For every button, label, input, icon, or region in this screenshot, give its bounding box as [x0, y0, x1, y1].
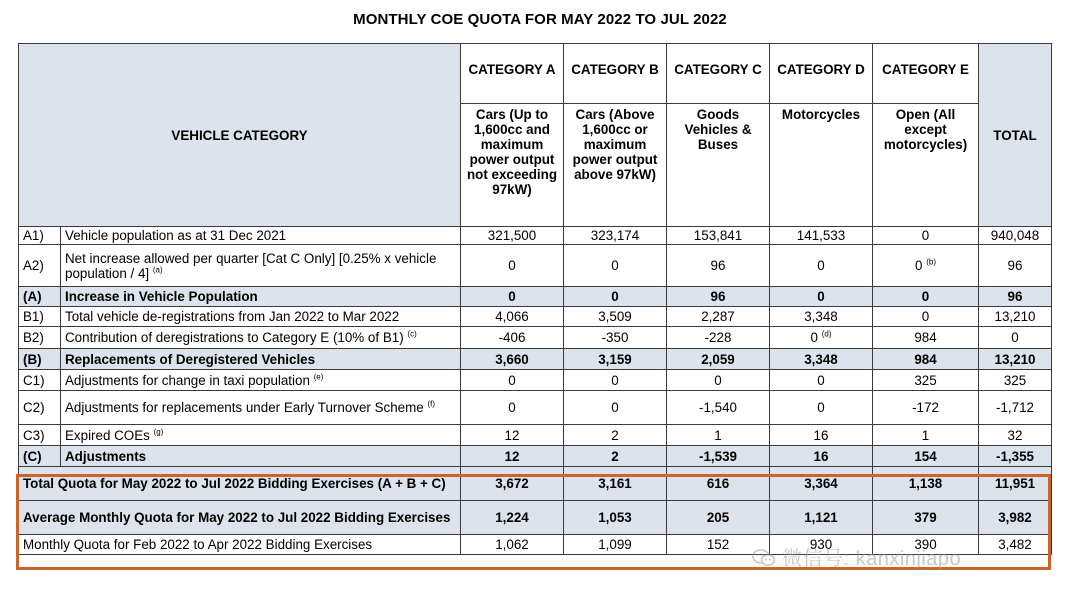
- cell-value: 3,348: [770, 307, 873, 327]
- cell-value: 3,482: [979, 535, 1052, 555]
- table-row: [19, 391, 1052, 425]
- row-label: Average Monthly Quota for May 2022 to Jul 2022 Bidding Exercises: [19, 501, 461, 535]
- category-b-desc: Cars (Above 1,600cc or maximum power output above 97kW): [564, 104, 667, 227]
- row-label: Vehicle population as at 31 Dec 2021: [61, 227, 461, 245]
- cell-value: 1,138: [873, 467, 979, 501]
- cell-value: 3,660: [461, 349, 564, 370]
- row-label: [61, 327, 461, 349]
- cell-value: 0: [770, 391, 873, 425]
- cell-value: 2: [564, 425, 667, 446]
- cell-value: 1: [667, 425, 770, 446]
- cell-value: 141,533: [770, 227, 873, 245]
- wechat-icon: [752, 549, 776, 567]
- cell-value: 0: [564, 391, 667, 425]
- cell-value: 940,048: [979, 227, 1052, 245]
- footnote-ref: (a): [152, 265, 163, 275]
- category-c-header: CATEGORY C: [667, 44, 770, 104]
- cell-value: 96: [667, 287, 770, 307]
- row-label: [61, 425, 461, 446]
- cell-value: 0: [461, 370, 564, 391]
- cell-value: 1,224: [461, 501, 564, 535]
- table-row: [19, 245, 1052, 287]
- row-code: C2): [19, 391, 61, 425]
- table-row-subtotal: [19, 287, 1052, 307]
- row-code: (A): [19, 287, 61, 307]
- cell-value: 930: [770, 535, 873, 555]
- cell-value: -350: [564, 327, 667, 349]
- table-row: [19, 307, 1052, 327]
- table-row: [19, 370, 1052, 391]
- row-label: [61, 245, 461, 287]
- cell-value: 11,951: [979, 467, 1052, 501]
- cell-value: 323,174: [564, 227, 667, 245]
- row-code: C1): [19, 370, 61, 391]
- cell-value: [770, 327, 873, 349]
- cell-value: -406: [461, 327, 564, 349]
- table-row-average-quota: [19, 501, 1052, 535]
- footnote-ref: (b): [926, 257, 936, 267]
- cell-value: 325: [873, 370, 979, 391]
- cell-value: 0: [564, 287, 667, 307]
- row-code: C3): [19, 425, 61, 446]
- cell-value: 0: [564, 370, 667, 391]
- cell-value: 1: [873, 425, 979, 446]
- row-label: Total Quota for May 2022 to Jul 2022 Bidding Exercises (A + B + C): [19, 467, 461, 501]
- cell-value: 3,159: [564, 349, 667, 370]
- footnote-ref: (g): [153, 427, 164, 437]
- cell-value: 0: [873, 287, 979, 307]
- row-label-text: Adjustments for replacements under Early Turnover Scheme: [65, 400, 424, 415]
- table-row: [19, 227, 1052, 245]
- category-c-desc: Goods Vehicles & Buses: [667, 104, 770, 227]
- row-code: A1): [19, 227, 61, 245]
- cell-value: 390: [873, 535, 979, 555]
- footnote-ref: (c): [407, 329, 417, 339]
- vehicle-category-header: VEHICLE CATEGORY: [19, 44, 461, 227]
- cell-value: 984: [873, 327, 979, 349]
- cell-value: 2,059: [667, 349, 770, 370]
- category-b-header: CATEGORY B: [564, 44, 667, 104]
- cell-value: 12: [461, 425, 564, 446]
- cell-value: 0: [770, 287, 873, 307]
- coe-quota-table: [18, 43, 1052, 555]
- cell-value: 325: [979, 370, 1052, 391]
- cell-value: 32: [979, 425, 1052, 446]
- cell-value: 2: [564, 446, 667, 467]
- cell-value: 4,066: [461, 307, 564, 327]
- row-code: (B): [19, 349, 61, 370]
- footnote-ref: (f): [427, 399, 436, 409]
- cell-value: 1,062: [461, 535, 564, 555]
- category-d-desc: Motorcycles: [770, 104, 873, 227]
- cell-value: 984: [873, 349, 979, 370]
- row-code: (C): [19, 446, 61, 467]
- cell-value: [873, 245, 979, 287]
- row-label: [61, 370, 461, 391]
- watermark-text: 微信号: kanxinjiapo: [782, 548, 962, 570]
- page-title: MONTHLY COE QUOTA FOR MAY 2022 TO JUL 2022: [353, 11, 727, 28]
- cell-value-text: 0: [915, 258, 923, 273]
- cell-value: 1,121: [770, 501, 873, 535]
- cell-value: 96: [979, 245, 1052, 287]
- row-label-text: Expired COEs: [65, 427, 150, 443]
- cell-value: 3,161: [564, 467, 667, 501]
- table-row-subtotal: [19, 349, 1052, 370]
- table-row-subtotal: [19, 446, 1052, 467]
- table-row-total-quota: [19, 467, 1052, 501]
- cell-value: 152: [667, 535, 770, 555]
- row-label: Adjustments: [61, 446, 461, 467]
- footnote-ref: (d): [821, 329, 832, 339]
- category-e-header: CATEGORY E: [873, 44, 979, 104]
- category-a-header: CATEGORY A: [461, 44, 564, 104]
- cell-value: 0: [770, 370, 873, 391]
- category-d-header: CATEGORY D: [770, 44, 873, 104]
- cell-value: 0: [564, 245, 667, 287]
- cell-value: 153,841: [667, 227, 770, 245]
- cell-value: 12: [461, 446, 564, 467]
- row-label: Total vehicle de-registrations from Jan 2022 to Mar 2022: [61, 307, 461, 327]
- cell-value: 616: [667, 467, 770, 501]
- table-row: [19, 327, 1052, 349]
- cell-value: -1,355: [979, 446, 1052, 467]
- cell-value: 154: [873, 446, 979, 467]
- cell-value: 0: [873, 227, 979, 245]
- cell-value: 0: [461, 245, 564, 287]
- cell-value: 3,364: [770, 467, 873, 501]
- row-label-text: Contribution of deregistrations to Category E (10% of B1): [65, 330, 404, 345]
- cell-value: 379: [873, 501, 979, 535]
- cell-value: 0: [461, 391, 564, 425]
- row-code: B1): [19, 307, 61, 327]
- cell-value: 3,672: [461, 467, 564, 501]
- cell-value: 0: [873, 307, 979, 327]
- cell-value: 0: [979, 327, 1052, 349]
- table-row: [19, 425, 1052, 446]
- cell-value: -1,712: [979, 391, 1052, 425]
- cell-value-text: 0: [810, 330, 818, 345]
- category-a-desc: Cars (Up to 1,600cc and maximum power output not exceeding 97kW): [461, 104, 564, 227]
- cell-value: 13,210: [979, 349, 1052, 370]
- cell-value: -1,540: [667, 391, 770, 425]
- cell-value: 3,509: [564, 307, 667, 327]
- row-label: Monthly Quota for Feb 2022 to Apr 2022 Bidding Exercises: [19, 535, 461, 555]
- total-header: TOTAL: [979, 44, 1052, 227]
- row-label: [61, 391, 461, 425]
- cell-value: -1,539: [667, 446, 770, 467]
- cell-value: 321,500: [461, 227, 564, 245]
- row-label-text: Net increase allowed per quarter [Cat C Only] [0.25% x vehicle population / 4]: [65, 250, 437, 281]
- cell-value: 96: [667, 245, 770, 287]
- cell-value: 0: [667, 370, 770, 391]
- cell-value: 205: [667, 501, 770, 535]
- cell-value: 0: [461, 287, 564, 307]
- row-label-text: Adjustments for change in taxi population: [65, 372, 310, 388]
- cell-value: 2,287: [667, 307, 770, 327]
- watermark: [752, 542, 961, 571]
- cell-value: 1,099: [564, 535, 667, 555]
- cell-value: 16: [770, 425, 873, 446]
- cell-value: 96: [979, 287, 1052, 307]
- cell-value: 0: [770, 245, 873, 287]
- cell-value: 1,053: [564, 501, 667, 535]
- row-label: Increase in Vehicle Population: [61, 287, 461, 307]
- cell-value: 3,982: [979, 501, 1052, 535]
- cell-value: 13,210: [979, 307, 1052, 327]
- footnote-ref: (e): [313, 372, 324, 382]
- row-code: A2): [19, 245, 61, 287]
- category-e-desc: Open (All except motorcycles): [873, 104, 979, 227]
- cell-value: -228: [667, 327, 770, 349]
- row-label: Replacements of Deregistered Vehicles: [61, 349, 461, 370]
- cell-value: 3,348: [770, 349, 873, 370]
- cell-value: 16: [770, 446, 873, 467]
- row-code: B2): [19, 327, 61, 349]
- cell-value: -172: [873, 391, 979, 425]
